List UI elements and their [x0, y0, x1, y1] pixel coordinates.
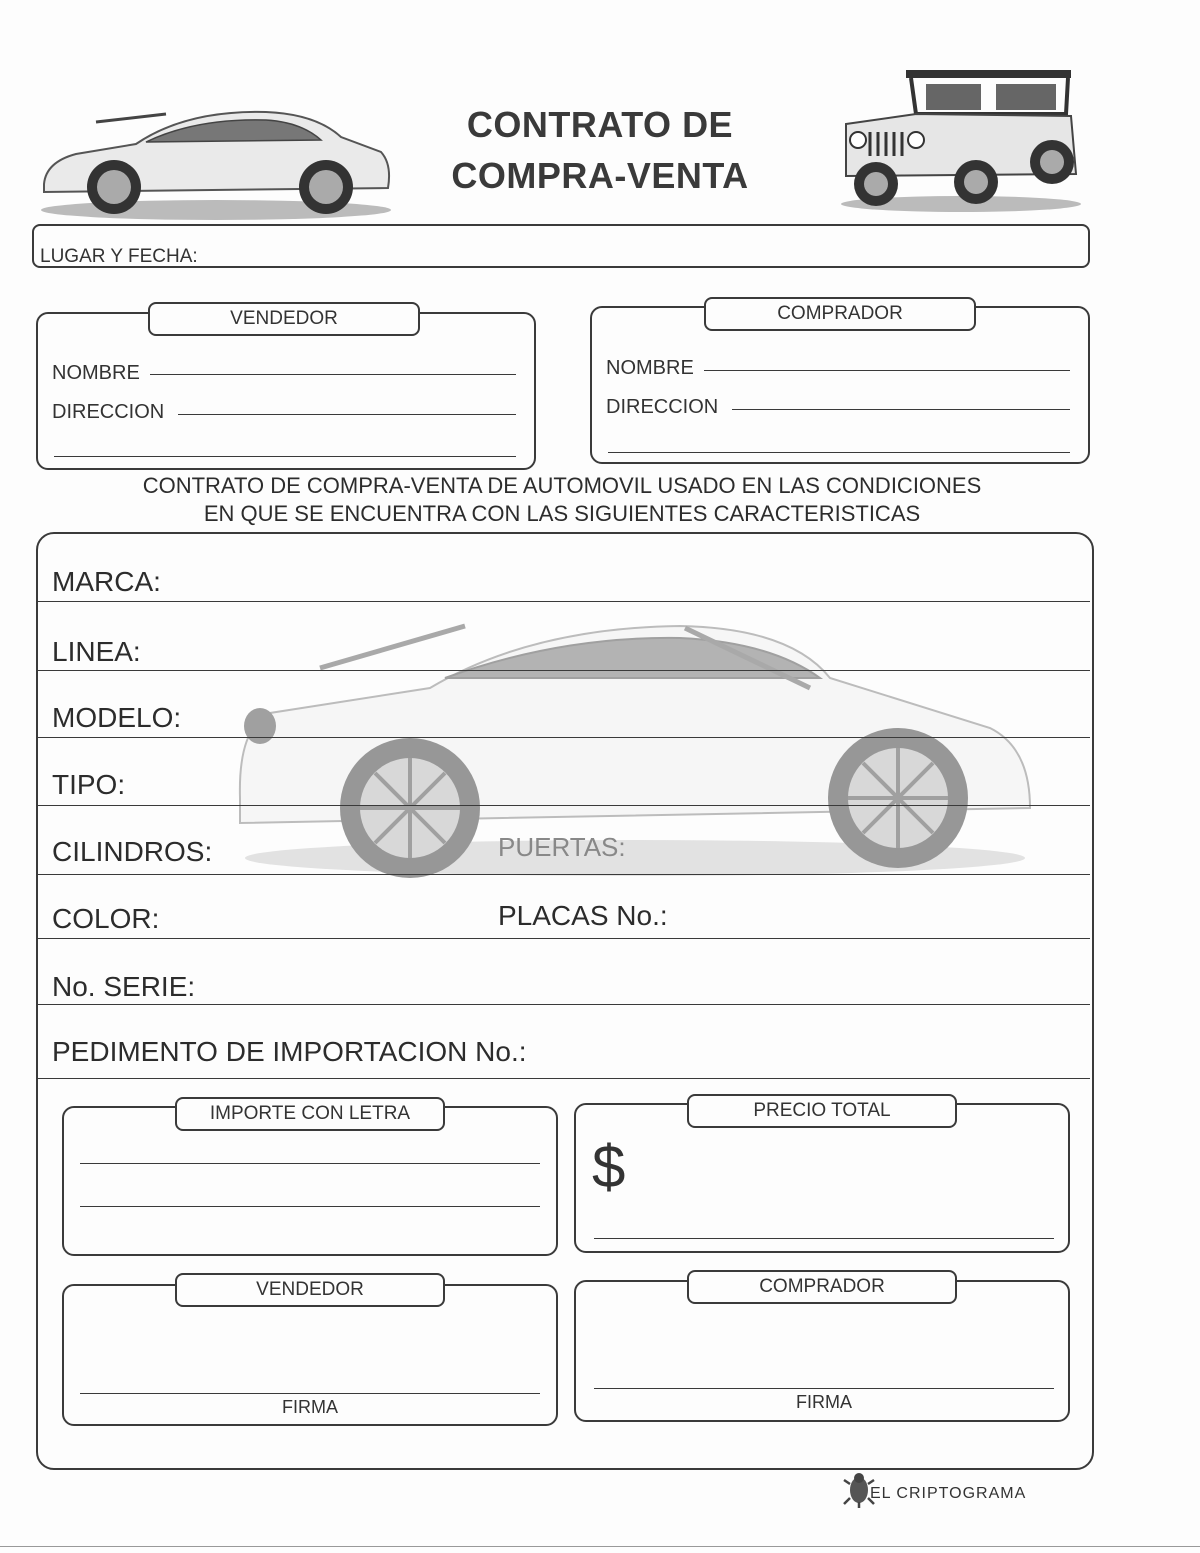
pedimento-label: PEDIMENTO DE IMPORTACION No.: [52, 1036, 527, 1067]
color-field[interactable] [36, 938, 1090, 939]
linea-label: LINEA: [52, 636, 141, 667]
cilindros-label: CILINDROS: [52, 836, 213, 867]
puertas-label: PUERTAS: [498, 832, 626, 862]
buyer-address-field[interactable] [732, 409, 1070, 410]
car-watermark-illustration [230, 618, 1040, 880]
modelo-field[interactable] [36, 737, 1090, 738]
page-bottom-border [0, 1546, 1200, 1547]
color-label: COLOR: [52, 903, 160, 934]
cilindros-field[interactable] [36, 874, 1090, 875]
title-line-2: COMPRA-VENTA [451, 155, 749, 196]
title-line-1: CONTRATO DE [466, 104, 734, 145]
intro-line-2: EN QUE SE ENCUENTRA CON LAS SIGUIENTES CARACTERISTICAS [203, 501, 921, 526]
amount-words-field-1[interactable] [80, 1163, 540, 1164]
seller-signature-field[interactable] [80, 1393, 540, 1394]
place-date-label: LUGAR Y FECHA: [40, 246, 198, 267]
tipo-field[interactable] [36, 805, 1090, 806]
amount-words-heading: IMPORTE CON LETRA [175, 1097, 445, 1131]
seller-address-field-2[interactable] [54, 456, 516, 457]
seller-address-field[interactable] [178, 414, 516, 415]
seller-name-label: NOMBRE [52, 362, 140, 384]
total-price-heading: PRECIO TOTAL [687, 1094, 957, 1128]
seller-signature-heading: VENDEDOR [175, 1273, 445, 1307]
modelo-label: MODELO: [52, 702, 182, 733]
tipo-label: TIPO: [52, 769, 126, 800]
buyer-signature-heading: COMPRADOR [687, 1270, 957, 1304]
seller-firma-label: FIRMA [282, 1397, 338, 1417]
intro-line-1: CONTRATO DE COMPRA-VENTA DE AUTOMOVIL USADO EN LAS CONDICIONES [142, 473, 982, 498]
buyer-name-field[interactable] [704, 370, 1070, 371]
seller-heading: VENDEDOR [148, 302, 420, 336]
seller-address-label: DIRECCION [52, 401, 165, 423]
currency-symbol: $ [592, 1133, 626, 1200]
seller-name-field[interactable] [150, 374, 516, 375]
jeep-illustration [836, 64, 1086, 214]
buyer-signature-field[interactable] [594, 1388, 1054, 1389]
marca-label: MARCA: [52, 566, 161, 597]
serie-field[interactable] [36, 1004, 1090, 1005]
linea-field[interactable] [36, 670, 1090, 671]
amount-words-field-2[interactable] [80, 1206, 540, 1207]
pedimento-field[interactable] [36, 1078, 1090, 1079]
buyer-address-field-2[interactable] [608, 452, 1070, 453]
buyer-firma-label: FIRMA [796, 1392, 852, 1412]
sports-car-illustration [36, 92, 396, 222]
footer-brand: EL CRIPTOGRAMA [870, 1485, 1027, 1502]
buyer-address-label: DIRECCION [606, 396, 719, 418]
buyer-name-label: NOMBRE [606, 357, 694, 379]
buyer-heading: COMPRADOR [704, 297, 976, 331]
placas-label: PLACAS No.: [498, 900, 668, 931]
serie-label: No. SERIE: [52, 971, 196, 1002]
marca-field[interactable] [36, 601, 1090, 602]
total-price-field[interactable] [594, 1238, 1054, 1239]
